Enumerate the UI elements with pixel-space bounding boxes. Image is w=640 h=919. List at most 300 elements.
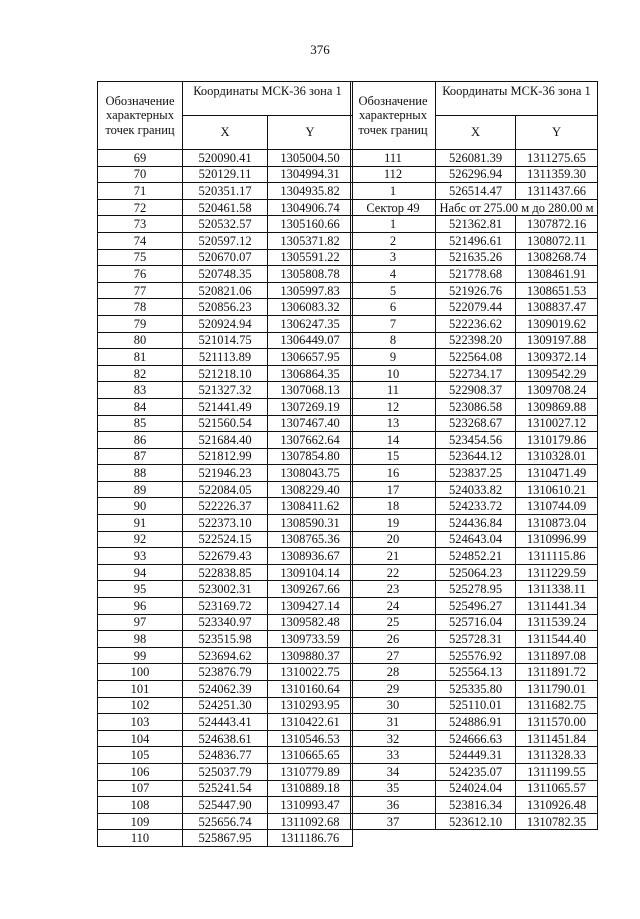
y-cell: 1311451.84 [516,730,598,747]
point-id-cell: 103 [98,714,183,731]
y-cell: 1310782.35 [516,813,598,830]
point-id-cell: 70 [98,166,183,183]
x-header: X [436,116,516,150]
table-row [351,498,598,515]
x-cell: 526514.47 [436,183,516,200]
point-id-cell: 88 [98,465,183,482]
x-cell: 525728.31 [436,631,516,648]
table-row [351,531,598,548]
point-id-cell: 35 [351,780,436,797]
table-row [98,398,353,415]
x-cell: 523694.62 [183,647,268,664]
table-row [98,681,353,698]
point-id-cell: 87 [98,448,183,465]
x-cell: 525037.79 [183,763,268,780]
y-cell: 1310293.95 [268,697,353,714]
designation-header: Обозначение характерных точек границ [98,82,183,150]
x-cell: 522564.08 [436,349,516,366]
y-cell: 1306864.35 [268,365,353,382]
point-id-cell: 4 [351,266,436,283]
x-cell: 520597.12 [183,232,268,249]
x-cell: 520532.57 [183,216,268,233]
point-id-cell: 100 [98,664,183,681]
y-cell: 1311539.24 [516,614,598,631]
table-row [98,166,353,183]
y-cell: 1311115.86 [516,548,598,565]
x-cell: 524233.72 [436,498,516,515]
table-row [351,150,598,167]
table-row [98,481,353,498]
y-cell: 1310027.12 [516,415,598,432]
y-cell: 1311790.01 [516,681,598,698]
y-cell: 1311437.66 [516,183,598,200]
y-cell: 1309427.14 [268,598,353,615]
sector-note: Набс от 275.00 м до 280.00 м [436,199,598,216]
y-cell: 1311544.40 [516,631,598,648]
table-row [351,697,598,714]
table-row [98,714,353,731]
table-row [351,631,598,648]
x-cell: 521926.76 [436,282,516,299]
y-cell: 1311897.08 [516,647,598,664]
table-row [98,465,353,482]
table-row [351,614,598,631]
x-cell: 526081.39 [436,150,516,167]
coordinates-table-right [350,81,598,830]
y-cell: 1310744.09 [516,498,598,515]
point-id-cell: 22 [351,564,436,581]
y-cell: 1305160.66 [268,216,353,233]
point-id-cell: 13 [351,415,436,432]
y-cell: 1306247.35 [268,315,353,332]
table-row [351,647,598,664]
table-row [98,150,353,167]
table-row [98,232,353,249]
y-cell: 1305591.22 [268,249,353,266]
x-cell: 523169.72 [183,598,268,615]
table-row [98,531,353,548]
point-id-cell: 97 [98,614,183,631]
point-id-cell: 27 [351,647,436,664]
point-id-cell: 14 [351,432,436,449]
x-cell: 521812.99 [183,448,268,465]
y-cell: 1305004.50 [268,150,353,167]
point-id-cell: 84 [98,398,183,415]
table-row [351,730,598,747]
table-row [351,299,598,316]
point-id-cell: 104 [98,730,183,747]
table-row [98,664,353,681]
x-cell: 524443.41 [183,714,268,731]
x-cell: 522079.44 [436,299,516,316]
x-cell: 520129.11 [183,166,268,183]
x-cell: 520748.35 [183,266,268,283]
point-id-cell: 91 [98,515,183,532]
point-id-cell: 79 [98,315,183,332]
x-cell: 523454.56 [436,432,516,449]
x-cell: 524886.91 [436,714,516,731]
x-cell: 521946.23 [183,465,268,482]
y-cell: 1311570.00 [516,714,598,731]
y-cell: 1309267.66 [268,581,353,598]
x-cell: 524033.82 [436,481,516,498]
table-row [351,581,598,598]
point-id-cell: 8 [351,332,436,349]
point-id-cell: 108 [98,797,183,814]
y-cell: 1311359.30 [516,166,598,183]
x-cell: 520924.94 [183,315,268,332]
x-cell: 525564.13 [436,664,516,681]
table-row [351,598,598,615]
point-id-cell: 72 [98,199,183,216]
y-cell: 1311065.57 [516,780,598,797]
x-cell: 523876.79 [183,664,268,681]
point-id-cell: 28 [351,664,436,681]
x-cell: 523268.67 [436,415,516,432]
table-row [98,282,353,299]
y-cell: 1311682.75 [516,697,598,714]
y-cell: 1309542.29 [516,365,598,382]
table-row [98,249,353,266]
table-row [98,647,353,664]
y-cell: 1310179.86 [516,432,598,449]
table-row [98,747,353,764]
point-id-cell: 18 [351,498,436,515]
point-id-cell: 98 [98,631,183,648]
y-cell: 1309582.48 [268,614,353,631]
point-id-cell: 7 [351,315,436,332]
point-id-cell: 15 [351,448,436,465]
table-row [351,166,598,183]
x-cell: 522398.20 [436,332,516,349]
table-row [98,614,353,631]
point-id-cell: 25 [351,614,436,631]
table-row [98,266,353,283]
table-row [351,365,598,382]
point-id-cell: 19 [351,515,436,532]
y-cell: 1310993.47 [268,797,353,814]
point-id-cell: 105 [98,747,183,764]
table-row [98,797,353,814]
x-cell: 524436.84 [436,515,516,532]
y-cell: 1310546.53 [268,730,353,747]
x-cell: 525064.23 [436,564,516,581]
table-row [351,266,598,283]
point-id-cell: 85 [98,415,183,432]
table-row [98,631,353,648]
y-cell: 1307467.40 [268,415,353,432]
y-cell: 1311338.11 [516,581,598,598]
table-row [98,415,353,432]
table-row [98,299,353,316]
y-cell: 1311441.34 [516,598,598,615]
point-id-cell: 112 [351,166,436,183]
x-cell: 522226.37 [183,498,268,515]
x-cell: 522838.85 [183,564,268,581]
point-id-cell: 80 [98,332,183,349]
point-id-cell: 3 [351,249,436,266]
x-cell: 520351.17 [183,183,268,200]
x-cell: 525110.01 [436,697,516,714]
y-cell: 1308590.31 [268,515,353,532]
y-cell: 1309869.88 [516,398,598,415]
point-id-cell: 107 [98,780,183,797]
x-cell: 525656.74 [183,813,268,830]
point-id-cell: 96 [98,598,183,615]
y-cell: 1308837.47 [516,299,598,316]
x-cell: 520461.58 [183,199,268,216]
y-cell: 1309019.62 [516,315,598,332]
point-id-cell: 30 [351,697,436,714]
y-cell: 1310160.64 [268,681,353,698]
x-cell: 524251.30 [183,697,268,714]
x-cell: 525241.54 [183,780,268,797]
x-cell: 525867.95 [183,830,268,847]
table-row [351,681,598,698]
point-id-cell: 29 [351,681,436,698]
y-cell: 1310926.48 [516,797,598,814]
table-row [351,415,598,432]
x-cell: 524852.21 [436,548,516,565]
y-cell: 1308043.75 [268,465,353,482]
table-row [351,780,598,797]
point-id-cell: 109 [98,813,183,830]
point-id-cell: 111 [351,150,436,167]
point-id-cell: 102 [98,697,183,714]
x-cell: 525447.90 [183,797,268,814]
x-cell: 522734.17 [436,365,516,382]
table-row [351,232,598,249]
y-cell: 1311275.65 [516,150,598,167]
point-id-cell: 83 [98,382,183,399]
point-id-cell: 75 [98,249,183,266]
x-cell: 521014.75 [183,332,268,349]
x-cell: 525278.95 [436,581,516,598]
y-header: Y [268,116,353,150]
x-cell: 523002.31 [183,581,268,598]
point-id-cell: 16 [351,465,436,482]
y-cell: 1311186.76 [268,830,353,847]
table-row [351,813,598,830]
table-row [98,581,353,598]
x-cell: 523515.98 [183,631,268,648]
y-cell: 1310665.65 [268,747,353,764]
x-cell: 520090.41 [183,150,268,167]
x-cell: 522679.43 [183,548,268,565]
y-cell: 1310610.21 [516,481,598,498]
y-header: Y [516,116,598,150]
table-row [98,315,353,332]
y-cell: 1310328.01 [516,448,598,465]
table-row [351,398,598,415]
y-cell: 1305997.83 [268,282,353,299]
x-cell: 524062.39 [183,681,268,698]
point-id-cell: 24 [351,598,436,615]
table-row [98,448,353,465]
y-cell: 1306449.07 [268,332,353,349]
point-id-cell: 73 [98,216,183,233]
y-cell: 1309880.37 [268,647,353,664]
point-id-cell: 37 [351,813,436,830]
x-cell: 521496.61 [436,232,516,249]
x-cell: 523644.12 [436,448,516,465]
y-cell: 1311229.59 [516,564,598,581]
point-id-cell: 1 [351,183,436,200]
point-id-cell: 71 [98,183,183,200]
table-row [98,332,353,349]
y-cell: 1308268.74 [516,249,598,266]
x-header: X [183,116,268,150]
point-id-cell: 101 [98,681,183,698]
point-id-cell: 78 [98,299,183,316]
point-id-cell: 2 [351,232,436,249]
x-cell: 522524.15 [183,531,268,548]
table-row [98,548,353,565]
table-row [351,664,598,681]
x-cell: 521218.10 [183,365,268,382]
y-cell: 1309197.88 [516,332,598,349]
y-cell: 1308411.62 [268,498,353,515]
x-cell: 524638.61 [183,730,268,747]
table-row [351,315,598,332]
table-row [351,432,598,449]
y-cell: 1307854.80 [268,448,353,465]
x-cell: 522236.62 [436,315,516,332]
table-row [98,780,353,797]
table-row [98,199,353,216]
point-id-cell: 95 [98,581,183,598]
point-id-cell: 86 [98,432,183,449]
x-cell: 523837.25 [436,465,516,482]
table-row [351,747,598,764]
x-cell: 524449.31 [436,747,516,764]
x-cell: 521684.40 [183,432,268,449]
table-row [98,515,353,532]
table-row [351,714,598,731]
point-id-cell: 12 [351,398,436,415]
y-cell: 1309372.14 [516,349,598,366]
table-row [98,564,353,581]
x-cell: 522373.10 [183,515,268,532]
table-row [351,448,598,465]
y-cell: 1304935.82 [268,183,353,200]
table-row [351,282,598,299]
y-cell: 1304906.74 [268,199,353,216]
y-cell: 1308461.91 [516,266,598,283]
point-id-cell: 1 [351,216,436,233]
x-cell: 524235.07 [436,763,516,780]
x-cell: 523086.58 [436,398,516,415]
y-cell: 1311199.55 [516,763,598,780]
x-cell: 524836.77 [183,747,268,764]
table-row [98,598,353,615]
x-cell: 526296.94 [436,166,516,183]
table-row [351,564,598,581]
point-id-cell: 82 [98,365,183,382]
point-id-cell: 90 [98,498,183,515]
point-id-cell: 9 [351,349,436,366]
table-row [98,730,353,747]
y-cell: 1311328.33 [516,747,598,764]
table-row [98,432,353,449]
table-row [98,365,353,382]
y-cell: 1309104.14 [268,564,353,581]
table-row [98,349,353,366]
page-number: 376 [310,42,330,57]
table-row [351,481,598,498]
point-id-cell: 92 [98,531,183,548]
x-cell: 523340.97 [183,614,268,631]
point-id-cell: 36 [351,797,436,814]
y-cell: 1307662.64 [268,432,353,449]
y-cell: 1308651.53 [516,282,598,299]
y-cell: 1304994.31 [268,166,353,183]
point-id-cell: 10 [351,365,436,382]
x-cell: 521327.32 [183,382,268,399]
point-id-cell: 20 [351,531,436,548]
table-row [98,382,353,399]
table-row [351,183,598,200]
y-cell: 1309733.59 [268,631,353,648]
x-cell: 525576.92 [436,647,516,664]
y-cell: 1311092.68 [268,813,353,830]
point-id-cell: 81 [98,349,183,366]
x-cell: 520856.23 [183,299,268,316]
x-cell: 525496.27 [436,598,516,615]
x-cell: 524643.04 [436,531,516,548]
table-row [351,249,598,266]
x-cell: 522908.37 [436,382,516,399]
table-row [351,332,598,349]
point-id-cell: 31 [351,714,436,731]
y-cell: 1307269.19 [268,398,353,415]
y-cell: 1308765.36 [268,531,353,548]
point-id-cell: 77 [98,282,183,299]
point-id-cell: 26 [351,631,436,648]
table-row [351,548,598,565]
point-id-cell: 33 [351,747,436,764]
table-row [98,763,353,780]
coordinates-table-left [97,81,353,847]
table-row [351,349,598,366]
y-cell: 1306083.32 [268,299,353,316]
y-cell: 1310022.75 [268,664,353,681]
x-cell: 524666.63 [436,730,516,747]
table-row [351,382,598,399]
x-cell: 525335.80 [436,681,516,698]
coordinates-header: Координаты МСК-36 зона 1 [436,82,598,116]
point-id-cell: 106 [98,763,183,780]
table-row [98,498,353,515]
point-id-cell: 23 [351,581,436,598]
y-cell: 1311891.72 [516,664,598,681]
sector-label: Сектор 49 [351,199,436,216]
point-id-cell: 99 [98,647,183,664]
x-cell: 524024.04 [436,780,516,797]
y-cell: 1307068.13 [268,382,353,399]
point-id-cell: 89 [98,481,183,498]
x-cell: 521362.81 [436,216,516,233]
table-row [351,216,598,233]
y-cell: 1308072.11 [516,232,598,249]
table-row [98,813,353,830]
point-id-cell: 76 [98,266,183,283]
y-cell: 1305371.82 [268,232,353,249]
y-cell: 1308936.67 [268,548,353,565]
table-row [351,763,598,780]
point-id-cell: 69 [98,150,183,167]
x-cell: 521635.26 [436,249,516,266]
